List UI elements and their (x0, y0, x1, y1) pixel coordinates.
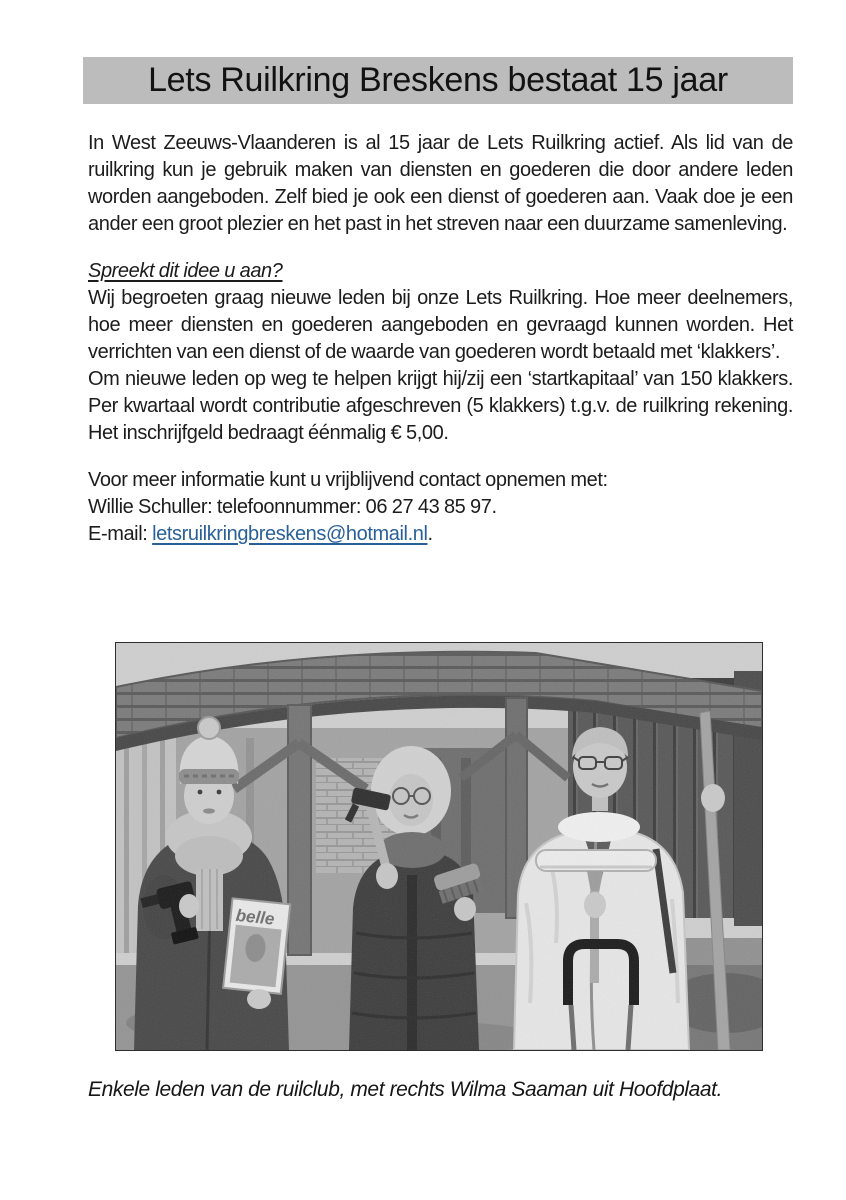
magazine-title: belle (234, 905, 276, 929)
intro-paragraph: In West Zeeuws-Vlaanderen is al 15 jaar de Lets Ruilkring actief. Als lid van de ruilkring kun je gebruik maken van diensten en goederen die door andere leden worden aangeboden. Zelf bied je ook een dienst of goederen aan. Vaak doe je een ander een groot plezier en het past in het streven naar een duurzame samenleving. (88, 132, 793, 235)
photo-grain-overlay (116, 643, 762, 1050)
article-body (88, 130, 793, 548)
photo-caption: Enkele leden van de ruilclub, met rechts Wilma Saaman uit Hoofdplaat. (88, 1078, 723, 1101)
paragraph-gap (88, 447, 793, 467)
membership-paragraph: Wij begroeten graag nieuwe leden bij onze Lets Ruilkring. Hoe meer deelnemers, hoe meer diensten en goederen aangeboden en gevraagd kunnen worden. Het verrichten van een dienst of de waarde van goederen wordt betaald met ‘klakkers’. (88, 287, 793, 363)
paragraph-gap (88, 238, 793, 258)
contact-phone-line: Willie Schuller: telefoonnummer: 06 27 43 85 97. (88, 496, 497, 518)
email-link[interactable]: letsruilkringbreskens@hotmail.nl (152, 523, 428, 545)
email-suffix: . (427, 523, 433, 545)
contact-block (88, 467, 793, 548)
section-heading: Spreekt dit idee u aan? (88, 260, 283, 282)
contact-intro-line: Voor meer informatie kunt u vrijblijvend contact opnemen met: (88, 469, 608, 491)
members-photo (115, 642, 763, 1051)
starting-capital-paragraph: Om nieuwe leden op weg te helpen krijgt hij/zij een ‘startkapitaal’ van 150 klakkers. Per kwartaal wordt contributie afgeschreven (5 klakkers) t.g.v. de ruilkring rekening. Het inschrijfgeld bedraagt éénmalig € 5,00. (88, 368, 793, 444)
members-photo-illustration (116, 643, 762, 1050)
contact-email-line (88, 521, 793, 548)
page-title: Lets Ruilkring Breskens bestaat 15 jaar (83, 57, 793, 104)
email-label: E-mail: (88, 523, 148, 545)
